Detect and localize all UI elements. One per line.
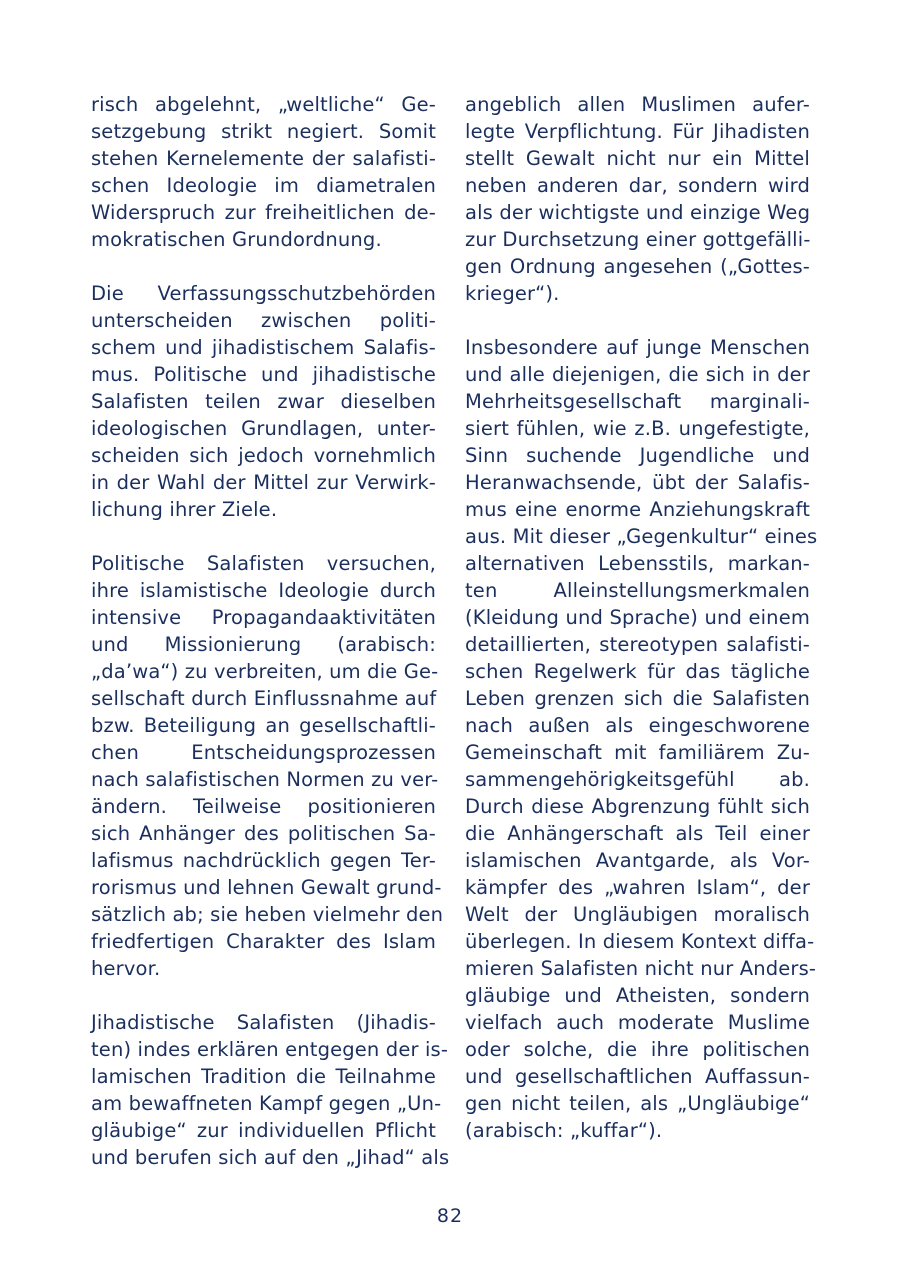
text-line: aus. Mit dieser „Gegenkultur“ eines — [465, 525, 818, 548]
text-line: bzw. Beteiligung an gesellschaftli- — [91, 714, 436, 737]
text-line: intensive Propagandaaktivitäten — [91, 606, 436, 629]
text-line: die Anhängerschaft als Teil einer — [465, 822, 810, 845]
text-line: und Missionierung (arabisch: — [91, 633, 436, 656]
text-line: gläubige“ zur individuellen Pflicht — [91, 1119, 436, 1142]
text-line: nach außen als eingeschworene — [465, 714, 810, 737]
text-line: und alle diejenigen, die sich in der — [465, 363, 810, 386]
text-line: mus eine enorme Anziehungskraft — [465, 498, 810, 521]
text-line: setzgebung strikt negiert. Somit — [91, 120, 436, 143]
text-line: gen Ordnung angesehen („Gottes- — [465, 255, 810, 278]
text-line: Insbesondere auf junge Menschen — [465, 336, 810, 359]
text-line: mieren Salafisten nicht nur Anders- — [465, 957, 817, 980]
text-line: legte Verpflichtung. Für Jihadisten — [465, 120, 810, 143]
text-line: lamischen Tradition die Teilnahme — [91, 1065, 436, 1088]
text-line: hervor. — [91, 957, 161, 980]
text-line: ten Alleinstellungsmerkmalen — [465, 579, 810, 602]
text-line: alternativen Lebensstils, markan- — [465, 552, 810, 575]
text-line: überlegen. In diesem Kontext diffa- — [465, 930, 815, 953]
text-line: lafismus nachdrücklich gegen Ter- — [91, 849, 436, 872]
text-line: risch abgelehnt, „weltliche“ Ge- — [91, 93, 436, 116]
text-line: Jihadistische Salafisten (Jihadis- — [91, 1011, 436, 1034]
text-line: mokratischen Grundordnung. — [91, 228, 382, 251]
text-line: stehen Kernelemente der salafisti- — [91, 147, 436, 170]
text-line: oder solche, die ihre politischen — [465, 1038, 810, 1061]
text-line: ändern. Teilweise positionieren — [91, 795, 436, 818]
text-line: sich Anhänger des politischen Sa- — [91, 822, 436, 845]
text-line: mus. Politische und jihadistische — [91, 363, 436, 386]
text-line: und berufen sich auf den „Jihad“ als — [91, 1146, 450, 1169]
text-line: Gemeinschaft mit familiärem Zu- — [465, 741, 810, 764]
text-line: Heranwachsende, übt der Salafis- — [465, 471, 810, 494]
text-line: nach salafistischen Normen zu ver- — [91, 768, 439, 791]
text-line: Politische Salafisten versuchen, — [91, 552, 436, 575]
text-line: (Kleidung und Sprache) und einem — [465, 606, 810, 629]
text-line: (arabisch: „kuffar“). — [465, 1119, 663, 1142]
text-line: stellt Gewalt nicht nur ein Mittel — [465, 147, 810, 170]
text-line: am bewaffneten Kampf gegen „Un- — [91, 1092, 442, 1115]
text-line: Durch diese Abgrenzung fühlt sich — [465, 795, 810, 818]
text-line: lichung ihrer Ziele. — [91, 498, 278, 521]
text-line: scheiden sich jedoch vornehmlich — [91, 444, 436, 467]
text-line: schen Ideologie im diametralen — [91, 174, 436, 197]
text-line: schem und jihadistischem Salafis- — [91, 336, 436, 359]
text-line: Sinn suchende Jugendliche und — [465, 444, 810, 467]
text-line: sammengehörigkeitsgefühl ab. — [465, 768, 810, 791]
text-line: ten) indes erklären entgegen der is- — [91, 1038, 449, 1061]
page-number: 82 — [436, 1205, 464, 1227]
paragraph — [465, 91, 810, 307]
text-line: siert fühlen, wie z.B. ungefestigte, — [465, 417, 810, 440]
text-line: zur Durchsetzung einer gottgefälli- — [465, 228, 811, 251]
text-line: unterscheiden zwischen politi- — [91, 309, 436, 332]
text-line: als der wichtigste und einzige Weg — [465, 201, 811, 224]
text-line: Mehrheitsgesellschaft marginali- — [465, 390, 810, 413]
text-line: sätzlich ab; sie heben vielmehr den — [91, 903, 444, 926]
text-line: chen Entscheidungsprozessen — [91, 741, 436, 764]
text-line: neben anderen dar, sondern wird — [465, 174, 810, 197]
text-line: „da’wa“) zu verbreiten, um die Ge- — [91, 660, 439, 683]
text-line: friedfertigen Charakter des Islam — [91, 930, 436, 953]
text-line: islamischen Avantgarde, als Vor- — [465, 849, 810, 872]
paragraph — [465, 334, 818, 1144]
right-column — [465, 91, 818, 1171]
text-line: Leben grenzen sich die Salafisten — [465, 687, 810, 710]
text-line: gläubige und Atheisten, sondern — [465, 984, 810, 1007]
text-line: ideologischen Grundlagen, unter- — [91, 417, 436, 440]
text-line: kämpfer des „wahren Islam“, der — [465, 876, 810, 899]
text-line: angeblich allen Muslimen aufer- — [465, 93, 810, 116]
text-line: Die Verfassungsschutzbehörden — [91, 282, 436, 305]
text-line: vielfach auch moderate Muslime — [465, 1011, 810, 1034]
text-line: Salafisten teilen zwar dieselben — [91, 390, 436, 413]
text-line: Widerspruch zur freiheitlichen de- — [91, 201, 436, 224]
text-line: krieger“). — [465, 282, 560, 305]
paragraph — [91, 91, 436, 253]
text-line: Welt der Ungläubigen moralisch — [465, 903, 810, 926]
text-line: und gesellschaftlichen Auffassun- — [465, 1065, 810, 1088]
text-line: ihre islamistische Ideologie durch — [91, 579, 436, 602]
left-column — [91, 91, 450, 1198]
paragraph — [91, 550, 444, 982]
text-line: sellschaft durch Einflussnahme auf — [91, 687, 437, 710]
paragraph — [91, 1009, 450, 1171]
text-line: gen nicht teilen, als „Ungläubige“ — [465, 1092, 810, 1115]
text-line: schen Regelwerk für das tägliche — [465, 660, 810, 683]
text-line: detaillierten, stereotypen salafisti- — [465, 633, 810, 656]
text-line: in der Wahl der Mittel zur Verwirk- — [91, 471, 436, 494]
paragraph — [91, 280, 436, 523]
text-line: rorismus und lehnen Gewalt grund- — [91, 876, 442, 899]
